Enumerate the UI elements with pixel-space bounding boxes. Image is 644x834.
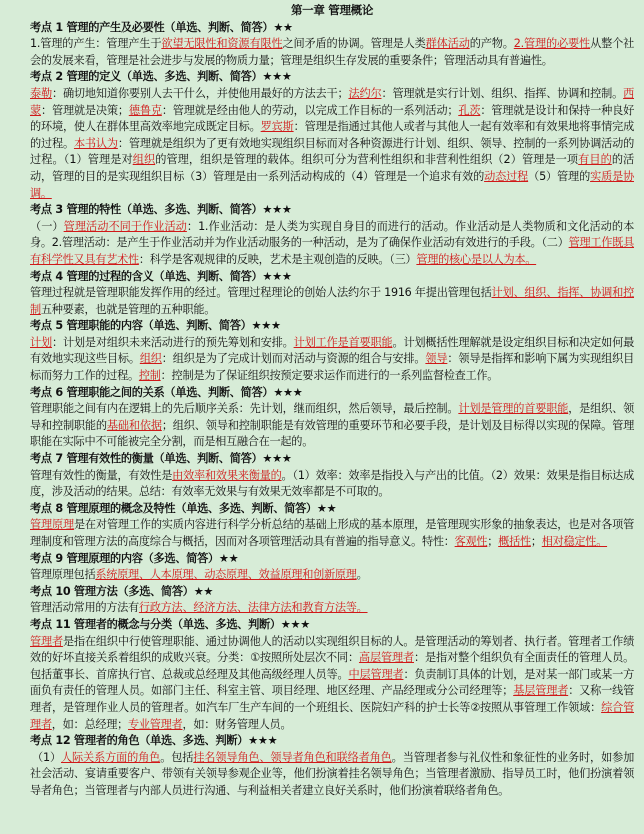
body-text: ：科学是客观规律的反映，艺术是主观创造的反映。（三） bbox=[138, 252, 417, 266]
body-text: ：管理就是组织为了更有效地实现组织目标而对各种资源进行计划、组织、领导、控制的一系列协调活动的过程。（1）管理是对 bbox=[30, 136, 634, 167]
body-text: 管理有效性的衡量，有效性是 bbox=[30, 468, 173, 482]
section-heading: 考点 5 管理职能的内容（单选、判断、简答）★★★ bbox=[30, 319, 281, 333]
body-text: ：管理就是实行计划、组织、指挥、协调和控制。 bbox=[381, 86, 624, 100]
key-term: 管理原理 bbox=[30, 518, 74, 532]
body-text: ：确切地知道你要别人去干什么，并使他用最好的方法去干； bbox=[51, 86, 349, 100]
section-heading: 考点 6 管理职能之间的关系（单选、判断、简答）★★★ bbox=[30, 385, 303, 399]
body-text: ；组织、领导和控制职能是有效管理的重要环节和必要手段，是计划及目标得以实现的保障。管理职能在实际中不可能被完全分割，而是相互融合在一起的。 bbox=[30, 418, 634, 449]
key-term: 本书认为 bbox=[73, 136, 118, 150]
section-paragraph bbox=[30, 634, 634, 734]
body-text: ，是组织、领导和控制职能的 bbox=[30, 402, 634, 432]
key-term: 计划 bbox=[30, 335, 52, 349]
key-term: 群体活动 bbox=[425, 37, 470, 51]
key-term: 专业管理者 bbox=[128, 717, 183, 731]
section-paragraph bbox=[30, 517, 634, 550]
body-text: ：控制是为了保证组织按预定要求运作而进行的一系列监督检查工作。 bbox=[160, 369, 499, 383]
body-text: ：又称一线管理者，是管理作业人员的管理者。如汽车厂生产车间的一个班组长、医院妇产科的护士长等②按照从事管理工作领域： bbox=[30, 684, 634, 714]
body-text: ：管理是指通过其他人或者与其他人一起有效率和有效果地将事情完成的过程。 bbox=[30, 120, 634, 150]
key-term: 组织 bbox=[132, 153, 156, 167]
body-text: ； bbox=[530, 535, 542, 548]
section-heading: 考点 12 管理者的角色（单选、多选、判断）★★★ bbox=[30, 734, 278, 748]
body-text: 。包括 bbox=[160, 750, 194, 764]
key-term: 管理者 bbox=[30, 634, 63, 648]
key-term: 综合管理者 bbox=[30, 700, 634, 731]
key-term: 由效率和效果来衡量的 bbox=[172, 468, 282, 482]
body-text: 管理原理包括 bbox=[30, 568, 96, 582]
body-text: 从整个社会的发展来看，管理是社会进步与发展的物质力量；管理是组织生存发展的重要条件；管理活动具有普遍性。 bbox=[30, 37, 634, 67]
section-paragraph bbox=[30, 285, 634, 318]
key-term: 管理工作既具有科学性又具有艺术性 bbox=[30, 236, 634, 266]
section-paragraph bbox=[30, 36, 634, 69]
key-term: 领导 bbox=[425, 352, 448, 366]
document-body bbox=[30, 20, 634, 800]
key-term: 管理活动不同于作业活动 bbox=[63, 219, 187, 233]
body-text: ：是指对整个组织负有全面责任的管理人员。包括董事长、首席执行官、总裁或总经理及其他高级经理人员等。 bbox=[30, 651, 634, 681]
body-text: 管理活动常用的方法有 bbox=[30, 601, 139, 615]
key-term: 罗宾斯 bbox=[260, 120, 294, 134]
key-term: 中层管理者 bbox=[348, 667, 404, 681]
body-text: ：计划是对组织未来活动进行的预先筹划和安排。 bbox=[51, 335, 294, 349]
section-heading: 考点 4 管理的过程的含义（单选、判断、简答）★★★ bbox=[30, 269, 292, 283]
key-term: 动态过程 bbox=[484, 169, 529, 183]
key-term: 管理的核心是以人为本。 bbox=[416, 252, 537, 266]
body-text: （1） bbox=[32, 750, 61, 764]
body-text: 。（1）效率：效率是指投入与产出的比值。（2）效果：效果是指目标达成度，涉及活动的结果。总结：有效率无效果与有效果无效率都是不可取的。 bbox=[30, 468, 634, 499]
key-term: 西蒙 bbox=[30, 86, 634, 117]
body-text: （5）管理的 bbox=[528, 169, 591, 183]
body-text: 五种要素，也就是管理的五种职能。 bbox=[40, 302, 216, 316]
key-term: 挂名领导角色、领导者角色和联络者角色 bbox=[193, 750, 392, 764]
body-text: 是指在组织中行使管理职能、通过协调他人的活动以实现组织目标的人。是管理活动的筹划者、执行者。管理者工作绩效的好坏直接关系着组织的成败兴衰。分类：①按照所处层次不同： bbox=[30, 634, 634, 665]
body-text: ； bbox=[487, 535, 499, 548]
body-text: ：负责制订具体的计划，是对某一部门或某一方面负有责任的管理人员。如部门主任、科室主管、项目经理、地区经理、产品经理或分公司经理等； bbox=[30, 667, 634, 698]
body-text: ：管理就是设计和保持一种良好的环境，使人在群体里高效率地完成既定目标。 bbox=[30, 103, 634, 134]
section-paragraph bbox=[30, 567, 634, 584]
key-term: 相对稳定性。 bbox=[541, 535, 608, 548]
chapter-title: 第一章 管理概论 bbox=[290, 3, 374, 17]
key-term: 概括性 bbox=[498, 535, 531, 548]
section-heading: 考点 9 管理原理的内容（多选、简答）★★ bbox=[30, 551, 239, 565]
body-text: ：组织是为了完成计划而对活动与资源的组合与安排。 bbox=[161, 352, 426, 366]
key-term: 控制 bbox=[138, 369, 161, 383]
section-paragraph bbox=[30, 600, 634, 617]
section-paragraph bbox=[30, 750, 634, 800]
body-text: 是在对管理工作的实质内容进行科学分析总结的基础上形成的基本原理，是管理现实形象的抽象表达，也是对各项管理制度和管理方法的高度综合与概括，因而对各项管理活动具有普遍的指导意义。特性： bbox=[30, 518, 634, 548]
body-text: ：1.作业活动：是人类为实现自身目的而进行的活动。作业活动是人类物质和文化活动的本身。2.管理活动：是产生于作业活动并为作业活动服务的一种活动，是为了确保作业活动有效进行的手段。（二） bbox=[30, 219, 634, 250]
key-term: 法约尔 bbox=[348, 86, 382, 100]
key-term: 欲望无限性和资源有限性 bbox=[161, 37, 283, 51]
key-term: 行政方法、经济方法、法律方法和教育方法等。 bbox=[138, 601, 368, 615]
key-term: 基层管理者 bbox=[513, 684, 569, 698]
section-paragraph bbox=[30, 219, 634, 269]
section-heading: 考点 1 管理的产生及必要性（单选、判断、简答）★★ bbox=[30, 20, 293, 34]
body-text: 的管理，组织是管理的载体。组织可分为营利性组织和非营利性组织（2）管理是一项 bbox=[155, 153, 579, 167]
body-text: 管理过程就是管理职能发挥作用的经过。管理过程理论的创始人法约尔于 1916 年提出管理包括 bbox=[30, 286, 492, 300]
body-text: 1.管理的产生：管理产生于 bbox=[30, 37, 162, 51]
key-term: 系统原理、人本原理、动态原理、效益原理和创新原理 bbox=[95, 568, 357, 582]
body-text: 之间矛盾的协调。管理是人类 bbox=[282, 37, 426, 51]
body-text: 的产物。 bbox=[469, 37, 514, 51]
section-paragraph bbox=[30, 86, 634, 202]
section-heading: 考点 8 管理原理的概念及特性（单选、多选、判断、简答）★★ bbox=[30, 501, 337, 515]
body-text: 。当管理者参与礼仪性和象征性的业务时，如参加社会活动、宴请重要客户、带领有关领导参观企业等，他们扮演着挂名领导角色；当管理者激励、指导员工时，他们扮演着领导者角色；当管理者与内部人员进行沟通、与利益相关者建立良好关系时，他们扮演着联络者角色。 bbox=[30, 750, 635, 797]
key-term: 高层管理者 bbox=[358, 651, 414, 665]
key-term: 有目的 bbox=[578, 153, 612, 167]
key-term: 计划是管理的首要职能 bbox=[458, 402, 569, 416]
body-text: 。计划概括性理解就是设定组织目标和决定如何最有效地实现这些目标。 bbox=[30, 335, 635, 366]
body-text: （一） bbox=[30, 219, 64, 233]
key-term: 2.管理的必要性 bbox=[513, 37, 591, 51]
body-text: ：领导是指挥和影响下属为实现组织目标而努力工作的过程。 bbox=[30, 352, 634, 383]
body-text: ：管理就是经由他人的劳动，以完成工作目标的一系列活动； bbox=[161, 103, 459, 117]
key-term: 组织 bbox=[139, 352, 162, 366]
body-text: 管理职能之间有内在逻辑上的先后顺序关系：先计划，继而组织，然后领导，最后控制。 bbox=[30, 402, 459, 416]
body-text: ：管理就是决策； bbox=[40, 103, 129, 117]
key-term: 计划、组织、指挥、协调和控制 bbox=[30, 286, 634, 316]
key-term: 泰勒 bbox=[30, 86, 52, 100]
section-heading: 考点 2 管理的定义（单选、多选、判断、简答）★★★ bbox=[30, 70, 292, 84]
body-text: ，如：总经理； bbox=[51, 717, 128, 731]
section-heading: 考点 7 管理有效性的衡量（单选、判断、简答）★★★ bbox=[30, 452, 292, 466]
key-term: 基础和依据 bbox=[106, 418, 162, 432]
body-text: 的活动，管理的目的是实现组织目标（3）管理是由一系列活动构成的（4）管理是一个追求有效的 bbox=[30, 153, 634, 183]
body-text: ，如：财务管理人员。 bbox=[182, 717, 292, 731]
section-paragraph bbox=[30, 468, 634, 501]
key-term: 孔茨 bbox=[458, 103, 481, 117]
body-text: 。 bbox=[356, 568, 368, 582]
section-heading: 考点 11 管理者的概念与分类（单选、多选、判断）★★★ bbox=[30, 617, 310, 631]
key-term: 客观性 bbox=[454, 535, 488, 548]
key-term: 计划工作是首要职能 bbox=[293, 335, 393, 349]
key-term: 实质是协调。 bbox=[30, 169, 634, 200]
section-heading: 考点 3 管理的特性（单选、多选、判断、简答）★★★ bbox=[30, 203, 292, 217]
section-paragraph bbox=[30, 401, 634, 451]
section-paragraph bbox=[30, 335, 634, 385]
key-term: 人际关系方面的角色 bbox=[61, 750, 161, 764]
section-heading: 考点 10 管理方法（多选、简答）★★ bbox=[30, 584, 214, 598]
key-term: 德鲁克 bbox=[128, 103, 162, 117]
